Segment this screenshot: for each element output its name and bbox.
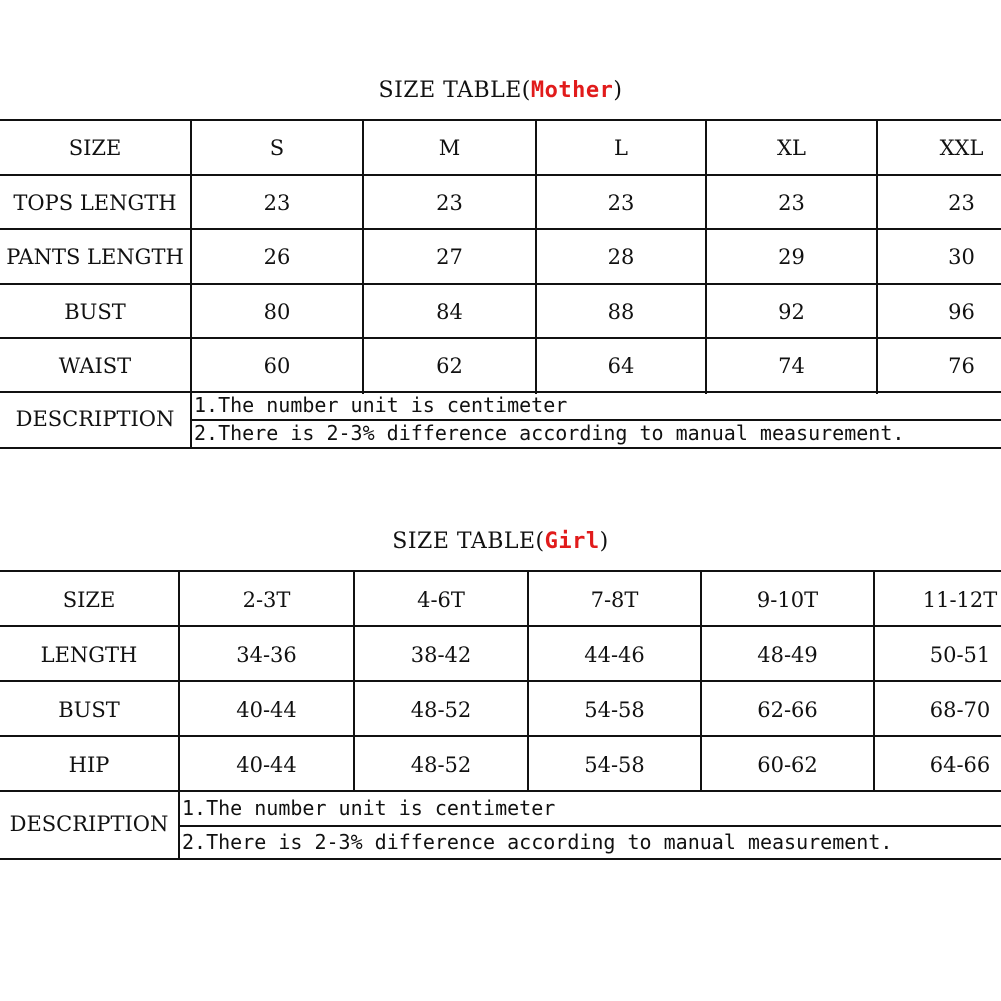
girl-title-highlight: Girl [544, 529, 600, 554]
mother-cell-value: 28 [535, 230, 705, 285]
mother-cell-value: 30 [876, 230, 1001, 285]
mother-cell-value: 92 [705, 285, 876, 340]
mother-cell-value: 84 [362, 285, 535, 340]
girl-title-prefix: SIZE TABLE( [392, 529, 545, 554]
mother-title-highlight: Mother [530, 78, 614, 103]
mother-cell-value: 23 [535, 176, 705, 231]
girl-header-label: SIZE [62, 587, 116, 612]
mother-description-label: DESCRIPTION [15, 407, 175, 431]
mother-row-label: WAIST [58, 354, 132, 379]
mother-cell-value: 74 [705, 339, 876, 394]
mother-row-label: BUST [64, 299, 126, 324]
mother-cell-value: 60 [190, 339, 362, 394]
mother-cell-value: 23 [876, 176, 1001, 231]
mother-cell-value: 80 [190, 285, 362, 340]
girl-size-header: 9-10T [700, 572, 873, 627]
girl-size-header: 4-6T [353, 572, 527, 627]
mother-size-header: XL [705, 121, 876, 176]
girl-cell-value: 48-52 [353, 737, 527, 792]
mother-cell-value: 76 [876, 339, 1001, 394]
girl-cell-value: 40-44 [178, 682, 353, 737]
girl-description-line: 2.There is 2-3% difference according to manual measurement. [182, 829, 893, 854]
girl-table-bottom-border [0, 858, 1001, 860]
girl-cell-value: 48-52 [353, 682, 527, 737]
mother-size-header: L [535, 121, 705, 176]
girl-cell-value: 34-36 [178, 627, 353, 682]
girl-cell-value: 50-51 [873, 627, 1001, 682]
mother-cell-value: 88 [535, 285, 705, 340]
mother-title-prefix: SIZE TABLE( [378, 78, 531, 103]
girl-table-row [0, 680, 1001, 737]
girl-row-label: HIP [68, 752, 110, 777]
mother-cell-value: 29 [705, 230, 876, 285]
girl-cell-value: 62-66 [700, 682, 873, 737]
mother-cell-value: 23 [362, 176, 535, 231]
girl-description-label: DESCRIPTION [9, 812, 169, 836]
girl-table-row [0, 625, 1001, 682]
mother-table-bottom-border [0, 447, 1001, 449]
girl-cell-value: 38-42 [353, 627, 527, 682]
girl-cell-value: 54-58 [527, 682, 700, 737]
girl-cell-value: 54-58 [527, 737, 700, 792]
mother-cell-value: 23 [705, 176, 876, 231]
girl-size-header: 7-8T [527, 572, 700, 627]
girl-header-row [0, 570, 1001, 627]
girl-title-suffix: ) [599, 529, 609, 554]
mother-description-line: 2.There is 2-3% difference according to manual measurement. [194, 421, 905, 445]
mother-cell-value: 96 [876, 285, 1001, 340]
mother-row-label: TOPS LENGTH [13, 190, 177, 215]
mother-cell-value: 27 [362, 230, 535, 285]
mother-size-header: M [362, 121, 535, 176]
mother-cell-value: 23 [190, 176, 362, 231]
mother-row-label: PANTS LENGTH [6, 245, 184, 270]
mother-table-title [0, 78, 1001, 103]
mother-cell-value: 64 [535, 339, 705, 394]
girl-description-line: 1.The number unit is centimeter [182, 795, 556, 820]
girl-cell-value: 60-62 [700, 737, 873, 792]
mother-description-line: 1.The number unit is centimeter [194, 393, 568, 417]
girl-cell-value: 40-44 [178, 737, 353, 792]
girl-size-header: 2-3T [178, 572, 353, 627]
mother-table-row [0, 337, 1001, 394]
girl-cell-value: 68-70 [873, 682, 1001, 737]
mother-header-row [0, 119, 1001, 176]
girl-cell-value: 44-46 [527, 627, 700, 682]
mother-cell-value: 26 [190, 230, 362, 285]
girl-row-label: BUST [58, 697, 120, 722]
mother-header-label: SIZE [68, 136, 122, 161]
mother-title-suffix: ) [613, 78, 623, 103]
mother-table-row [0, 283, 1001, 340]
mother-table-row [0, 174, 1001, 231]
girl-cell-value: 64-66 [873, 737, 1001, 792]
mother-size-header: S [190, 121, 362, 176]
girl-row-label: LENGTH [40, 642, 138, 667]
mother-cell-value: 62 [362, 339, 535, 394]
girl-table-row [0, 735, 1001, 792]
mother-size-header: XXL [876, 121, 1001, 176]
girl-table-title [0, 529, 1001, 554]
girl-cell-value: 48-49 [700, 627, 873, 682]
girl-size-header: 11-12T [873, 572, 1001, 627]
mother-table-row [0, 228, 1001, 285]
